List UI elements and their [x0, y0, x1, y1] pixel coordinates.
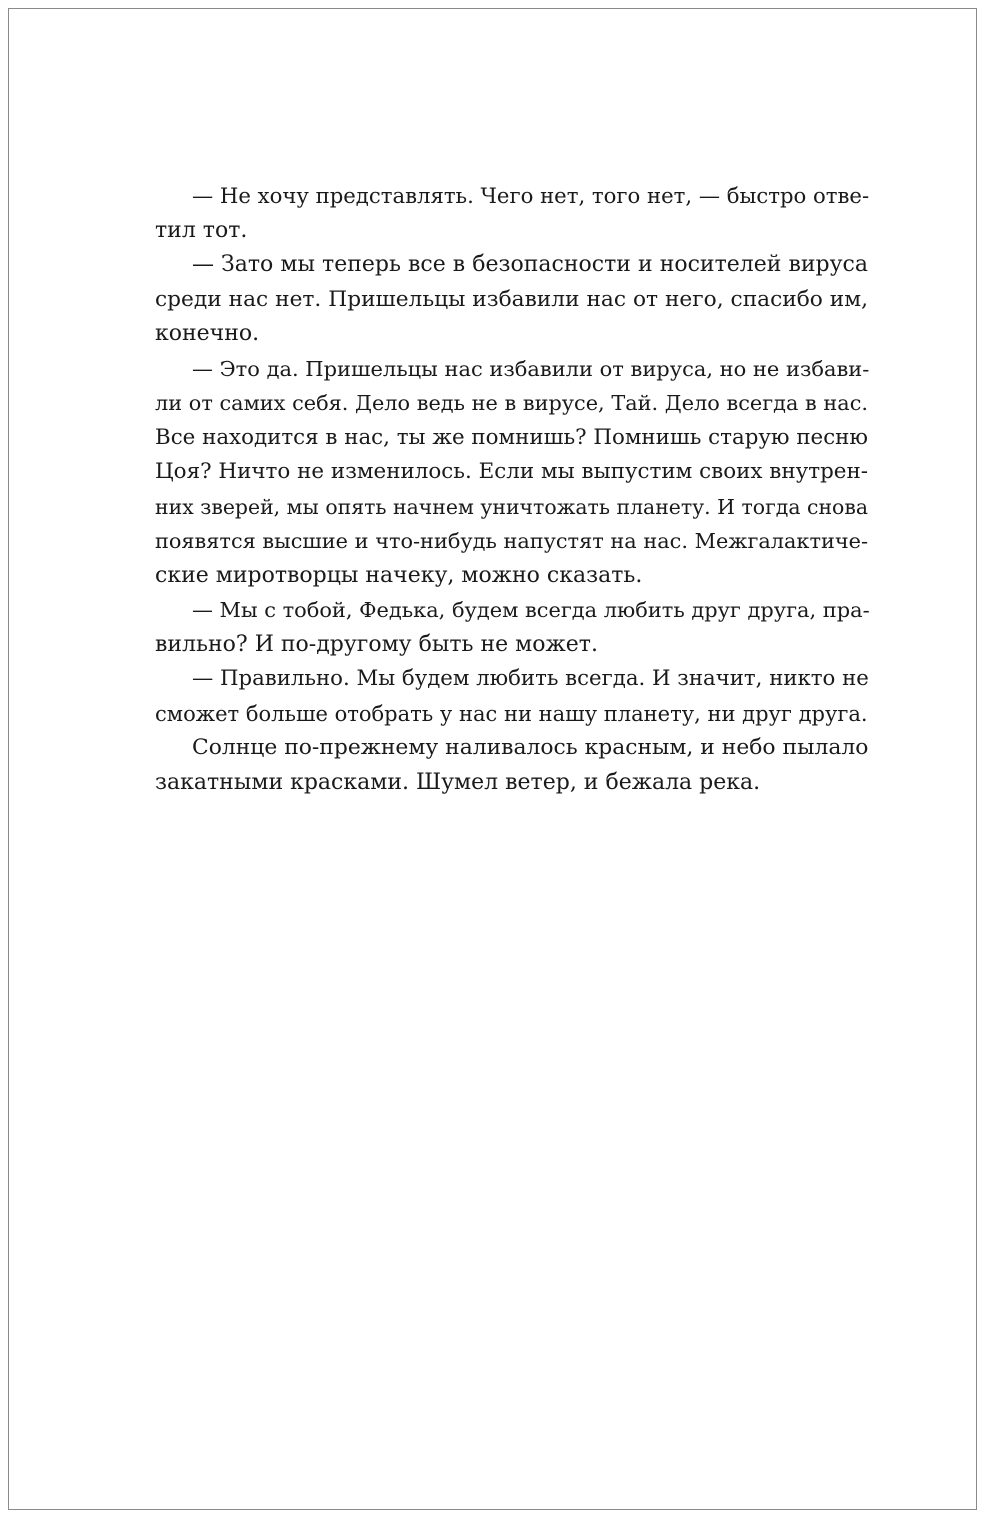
text-line: ли от самих себя. Дело ведь не в вирусе, Тай. Дело всегда в нас. — [155, 391, 868, 415]
text-line: — Не хочу представлять. Чего нет, того нет, — быстро отве- — [192, 183, 870, 208]
text-line: — Правильно. Мы будем любить всегда. И значит, никто не — [192, 666, 869, 691]
text-line: среди нас нет. Пришельцы избавили нас от него, спасибо им, — [155, 286, 868, 312]
text-line: тил тот. — [155, 217, 248, 243]
text-line: конечно. — [155, 321, 260, 346]
text-line: закатными красками. Шумел ветер, и бежала река. — [155, 769, 761, 795]
text-line: Солнце по-прежнему наливалось красным, и небо пылало — [192, 735, 869, 760]
page-frame — [8, 8, 977, 1510]
text-line: них зверей, мы опять начнем уничтожать планету. И тогда снова — [155, 494, 868, 519]
text-line: — Зато мы теперь все в безопасности и носителей вируса — [192, 252, 868, 277]
text-line: появятся высшие и что-нибудь напустят на нас. Межгалактиче- — [155, 529, 868, 553]
text-line: Цоя? Ничто не изменилось. Если мы выпустим своих внутрен- — [155, 459, 868, 484]
text-line: — Мы с тобой, Федька, будем всегда любить друг друга, пра- — [192, 598, 870, 622]
text-line: — Это да. Пришельцы нас избавили от вируса, но не избави- — [192, 356, 870, 381]
text-line: вильно? И по-другому быть не может. — [155, 631, 598, 657]
body-text — [155, 179, 868, 800]
text-line: ские миротворцы начеку, можно сказать. — [155, 562, 643, 588]
text-line: сможет больше отобрать у нас ни нашу планету, ни друг друга. — [155, 700, 868, 726]
text-line: Все находится в нас, ты же помнишь? Помнишь старую песню — [155, 424, 868, 450]
